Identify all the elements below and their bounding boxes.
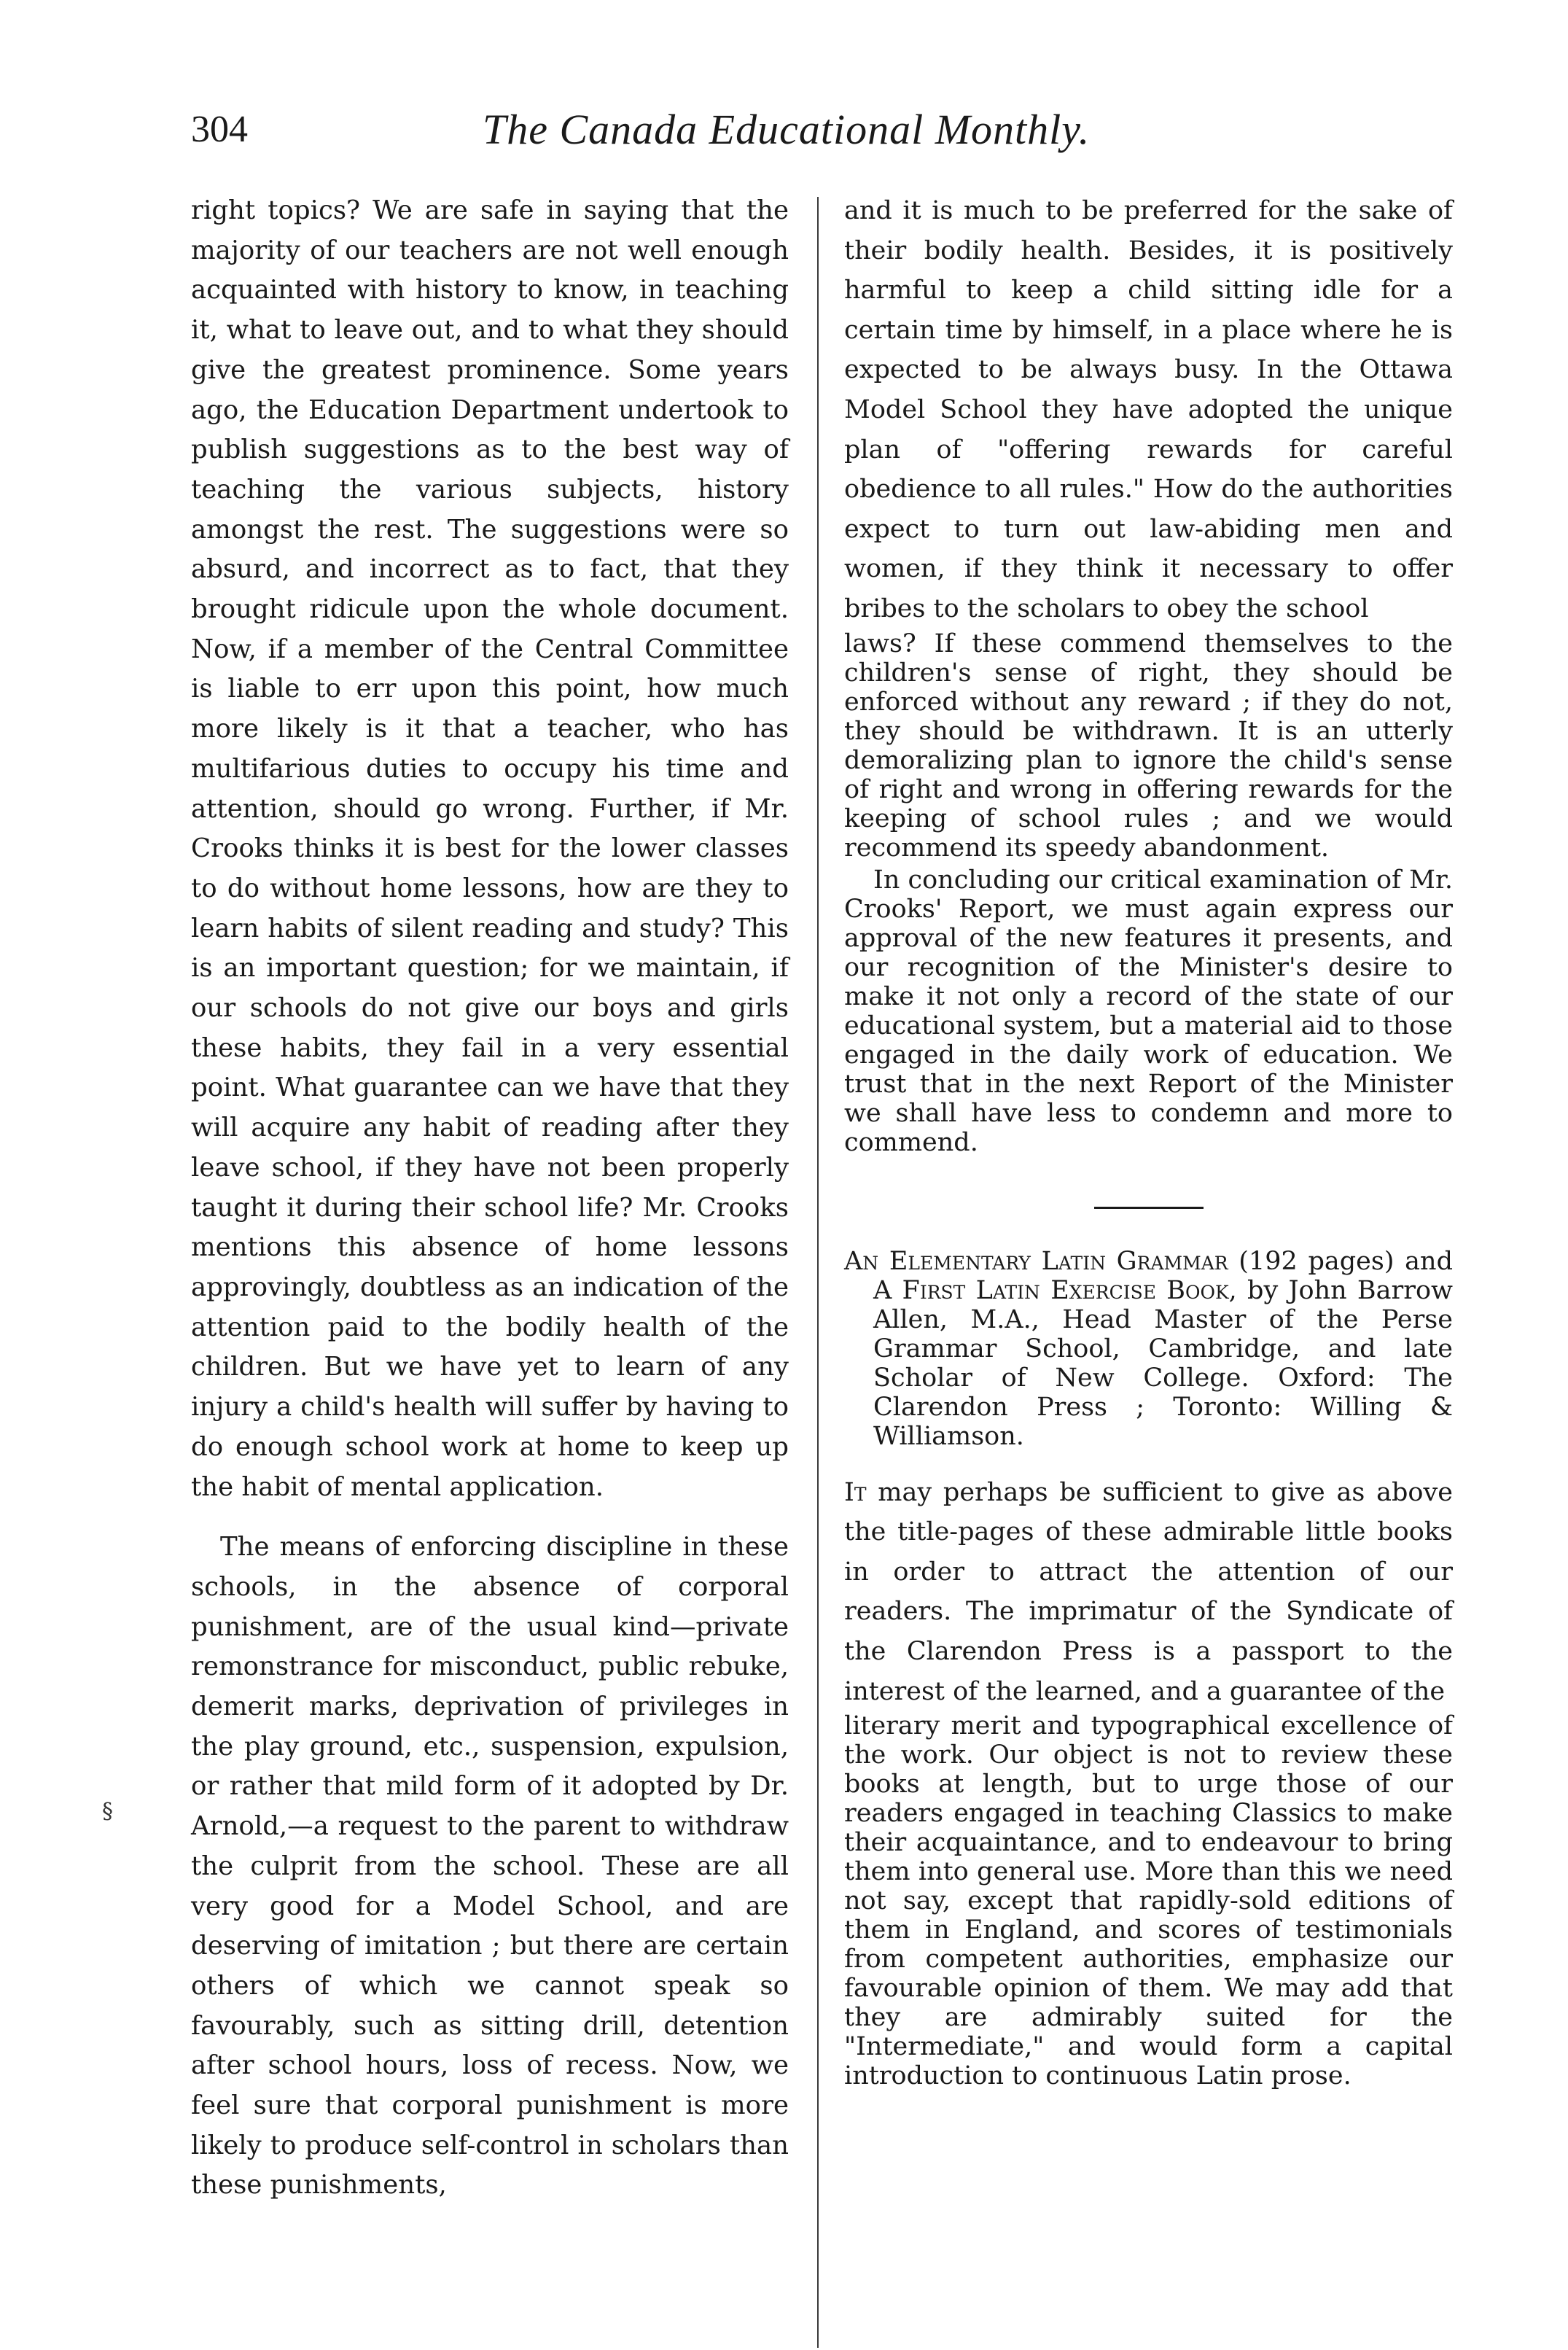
right-paragraph-1b: laws? If these commend themselves to the children's sense of right, they should be enforced without any reward ; if they do not, they should be withdrawn. It is an utterly demoralizing plan to ignore the child's sense of right and wrong in offering rewards for the keeping of school rules ; and we would recommend its speedy abandonment. xyxy=(844,629,1453,863)
running-title: The Canada Educational Monthly. xyxy=(483,106,1091,153)
right-paragraph-2: In concluding our critical examination of Mr. Crooks' Report, we must again express our approval of the new features it presents, and our recognition of the Minister's desire to make it not only a record of the state of our educational system, but a material aid to those engaged in the daily work of education. We trust that in the next Report of the Minister we shall have less to condemn and more to commend. xyxy=(844,865,1453,1157)
column-divider xyxy=(817,197,819,2348)
page-header xyxy=(191,102,1168,168)
book-review-body-b: literary merit and typographical excellence of the work. Our object is not to review these books at length, but to urge those of our readers engaged in teaching Classics to make their acquaintance, and to endeavour to bring them into general use. More than this we need not say, except that rapidly-sold editions of them in England, and scores of testimonials from competent authorities, emphasize our favourable opinion of them. We may add that they are admirably suited for the "Intermediate," and would form a capital introduction to continuous Latin prose. xyxy=(844,1711,1453,2091)
review-title-2: A First Latin Exercise Book xyxy=(873,1275,1229,1305)
review-heading-details: , by John Barrow Allen, M.A., Head Master of the Perse Grammar School, Cambridge, and late Scholar of New College. Oxford: The Clarendon Press ; Toronto: Willing & Williamson. xyxy=(873,1275,1454,1451)
book-review-body-a xyxy=(844,1473,1453,1712)
section-divider-rule xyxy=(1094,1207,1204,1209)
left-paragraph-2: The means of enforcing discipline in these schools, in the absence of corporal punishment, are of the usual kind—private remonstrance for misconduct, public rebuke, demerit marks, deprivation of privileges in the play ground, etc., suspension, expulsion, or rather that mild form of it adopted by Dr. Arnold,—a request to the parent to withdraw the culprit from the school. These are all very good for a Model School, and are deserving of imitation ; but there are certain others of which we cannot speak so favourably, such as sitting drill, detention after school hours, loss of recess. Now, we feel sure that corporal punishment is more likely to produce self-control in scholars than these punishments, xyxy=(191,1532,789,2201)
review-title-1: An Elementary Latin Grammar xyxy=(844,1246,1228,1276)
left-paragraph-1: right topics? We are safe in saying that the majority of our teachers are not well enough acquainted with history to know, in teaching it, what to leave out, and to what they should give the greatest prominence. Some years ago, the Education Department undertook to publish suggestions as to the best way of teaching the various subjects, history amongst the rest. The suggestions were so absurd, and incorrect as to fact, that they brought ridicule upon the whole document. Now, if a member of the Central Committee is liable to err upon this point, how much more likely is it that a teacher, who has multifarious duties to occupy his time and attention, should go wrong. Further, if Mr. Crooks thinks it is best for the lower classes to do without home lessons, how are they to learn habits of silent reading and study? This is an important question; for we maintain, if our schools do not give our boys and girls these habits, they fail in a very essential point. What guarantee can we have that they will acquire any habit of reading after they leave school, if they have not been properly taught it during their school life? Mr. Crooks mentions this absence of home lessons approvingly, doubtless as an indication of the attention paid to the bodily health of the children. But we have yet to learn of any injury a child's health will suffer by having to do enough school work at home to keep up the habit of mental application. xyxy=(191,195,789,1502)
left-column xyxy=(191,191,789,2206)
book-review-heading xyxy=(844,1247,1453,1451)
margin-mark: § xyxy=(102,1799,113,1824)
right-paragraph-1a: and it is much to be preferred for the sake of their bodily health. Besides, it is positively harmful to keep a child sitting idle for a certain time by himself, in a place where he is expected to be always busy. In the Ottawa Model School they have adopted the unique plan of "offering rewards for careful obedience to all rules." How do the authorities expect to turn out law-abiding men and women, if they think it necessary to offer bribes to the scholars to obey the school xyxy=(844,196,1453,623)
review-title-1-pages: (192 pages) and xyxy=(1228,1246,1453,1276)
review-body-a-text: may perhaps be sufficient to give as above the title-pages of these admirable little books in order to attract the attention of our readers. The imprimatur of the Syndicate of the Clarendon Press is a passport to the interest of the learned, and a guarantee of the xyxy=(844,1477,1453,1706)
right-column xyxy=(844,191,1453,2090)
review-lead-word: It xyxy=(844,1477,867,1507)
page-number: 304 xyxy=(191,109,248,150)
